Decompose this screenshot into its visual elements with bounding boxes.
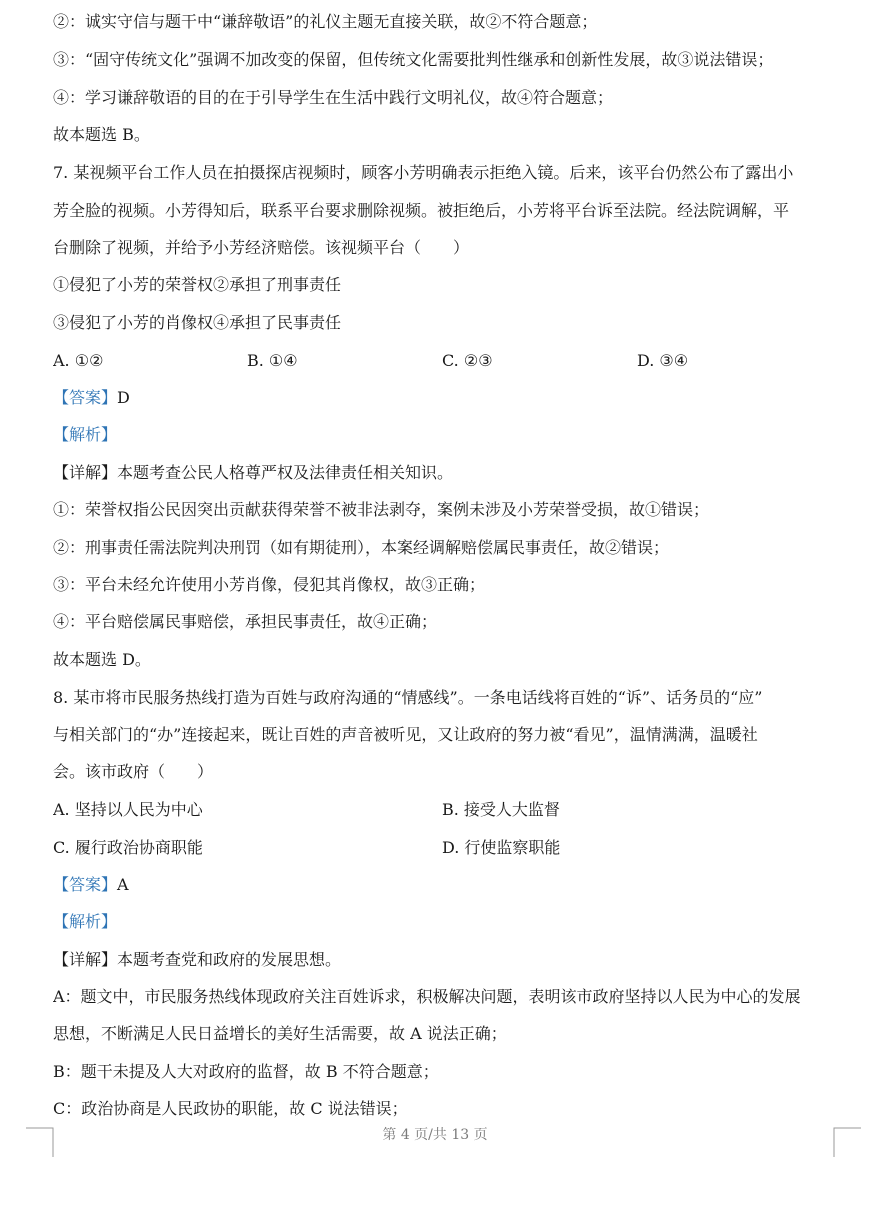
- page-footer: 第 4 页/共 13 页: [382, 1127, 488, 1143]
- q8-stem-line: 8. 某市将市民服务热线打造为百姓与政府沟通的“情感线”。一条电话线将百姓的“诉”、话务员的“应”: [53, 688, 763, 707]
- answer-value: D: [117, 388, 130, 407]
- q7-explanation-line: ④：平台赔偿属民事赔偿，承担民事责任，故④正确；: [53, 612, 438, 631]
- answer-label: 【答案】: [53, 388, 118, 407]
- prev-explanation-line: ④：学习谦辞敬语的目的在于引导学生在生活中践行文明礼仪，故④符合题意；: [53, 88, 614, 107]
- analysis-label: 【解析】: [53, 912, 118, 931]
- prev-conclusion: 故本题选 B。: [53, 125, 150, 144]
- q7-explanation-line: ②：刑事责任需法院判决刑罚（如有期徒刑），本案经调解赔偿属民事责任，故②错误；: [53, 538, 670, 557]
- q8-option-a: A. 坚持以人民为中心: [53, 800, 203, 819]
- q8-stem-line: 与相关部门的“办”连接起来，既让百姓的声音被听见，又让政府的努力被“看见”，温情满满，温暖社: [53, 725, 758, 744]
- prev-explanation-line: ③：“固守传统文化”强调不加改变的保留，但传统文化需要批判性继承和创新性发展，故③说法错误；: [53, 50, 774, 69]
- prev-explanation-line: ②：诚实守信与题干中“谦辞敬语”的礼仪主题无直接关联，故②不符合题意；: [53, 12, 598, 31]
- answer-value: A: [117, 875, 129, 894]
- q7-stem-line: 7. 某视频平台工作人员在拍摄探店视频时，顾客小芳明确表示拒绝入镜。后来，该平台仍然公布了露出小: [53, 163, 794, 182]
- detail-intro: 本题考查党和政府的发展思想。: [117, 950, 342, 969]
- q7-options: [53, 350, 843, 372]
- q7-option-d: D. ③④: [637, 351, 689, 370]
- q7-option-c: C. ②③: [442, 351, 493, 370]
- q7-stem-line: 台删除了视频，并给予小芳经济赔偿。该视频平台（ ）: [53, 238, 470, 257]
- q7-item: ①侵犯了小芳的荣誉权②承担了刑事责任: [53, 275, 342, 294]
- q8-explanation-line: 思想，不断满足人民日益增长的美好生活需要，故 A 说法正确；: [53, 1024, 507, 1043]
- q7-analysis: [53, 424, 843, 446]
- q8-option-b: B. 接受人大监督: [442, 800, 560, 819]
- q8-option-c: C. 履行政治协商职能: [53, 838, 203, 857]
- q7-conclusion: 故本题选 D。: [53, 650, 151, 669]
- answer-label: 【答案】: [53, 875, 118, 894]
- q7-option-a: A. ①②: [53, 351, 104, 370]
- q7-detail: [53, 462, 843, 484]
- q8-explanation-line: A：题文中，市民服务热线体现政府关注百姓诉求，积极解决问题，表明该市政府坚持以人民为中心的发展: [53, 987, 801, 1006]
- q7-item: ③侵犯了小芳的肖像权④承担了民事责任: [53, 313, 342, 332]
- q8-analysis: [53, 911, 843, 933]
- q7-explanation-line: ①：荣誉权指公民因突出贡献获得荣誉不被非法剥夺，案例未涉及小芳荣誉受损，故①错误；: [53, 500, 710, 519]
- q8-answer: [53, 874, 843, 896]
- q7-explanation-line: ③：平台未经允许使用小芳肖像，侵犯其肖像权，故③正确；: [53, 575, 486, 594]
- analysis-label: 【解析】: [53, 425, 118, 444]
- q8-explanation-line: C：政治协商是人民政协的职能，故 C 说法错误；: [53, 1099, 408, 1118]
- q7-option-b: B. ①④: [247, 351, 298, 370]
- detail-label: 【详解】: [53, 463, 118, 482]
- q8-explanation-line: B：题干未提及人大对政府的监督，故 B 不符合题意；: [53, 1062, 439, 1081]
- q8-detail: [53, 949, 843, 971]
- q8-options-row-2: [53, 837, 843, 859]
- detail-intro: 本题考查公民人格尊严权及法律责任相关知识。: [117, 463, 454, 482]
- q8-options-row-1: [53, 799, 843, 821]
- q7-answer: [53, 387, 843, 409]
- q8-stem-line: 会。该市政府（ ）: [53, 762, 214, 781]
- q8-option-d: D. 行使监察职能: [442, 838, 561, 857]
- q7-stem-line: 芳全脸的视频。小芳得知后，联系平台要求删除视频。被拒绝后，小芳将平台诉至法院。经法院调解，平: [53, 201, 790, 220]
- detail-label: 【详解】: [53, 950, 118, 969]
